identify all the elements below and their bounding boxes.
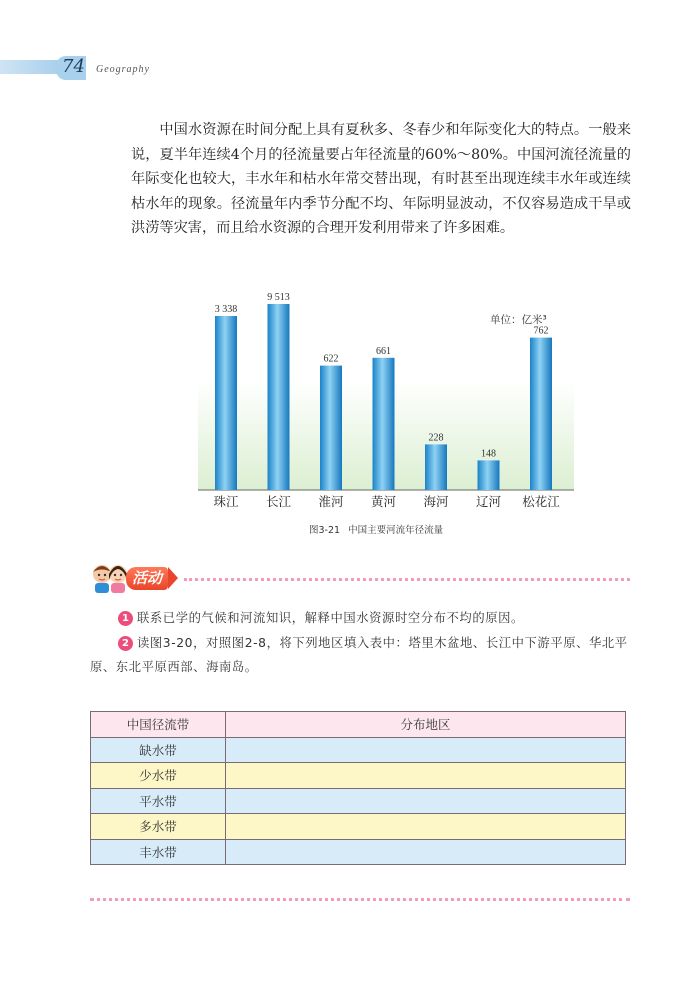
x-tick-label: 珠江: [213, 494, 239, 509]
runoff-belt-table: [90, 711, 626, 865]
bar-海河: [425, 444, 447, 490]
bar-value-label: 622: [323, 353, 339, 365]
bar-value-label: 228: [428, 432, 444, 444]
figure-number: 图3-21: [309, 525, 341, 536]
task-2: [90, 631, 635, 679]
task-1-text: 联系已学的气候和河流知识，解释中国水资源时空分布不均的原因。: [137, 611, 524, 625]
table-row: [91, 814, 626, 840]
bar-value-label: 3 338: [214, 304, 238, 315]
running-title: Geography: [96, 64, 150, 75]
task-1-number-badge: 1: [118, 611, 133, 626]
x-tick-label: 长江: [265, 494, 292, 509]
x-tick-label: 黄河: [370, 494, 397, 509]
bar-value-label: 9 513: [267, 292, 290, 303]
figure-title: 中国主要河流年径流量: [348, 525, 444, 536]
area-cell[interactable]: [226, 814, 626, 840]
table-row: [91, 763, 626, 789]
x-tick-label: 辽河: [475, 494, 502, 509]
bar-黄河: [373, 358, 395, 490]
bar-value-label: 148: [481, 448, 496, 460]
bar-长江: [268, 304, 290, 490]
x-tick-label: 松花江: [522, 494, 560, 509]
unit-label: 单位：亿米³: [490, 314, 547, 326]
activity-tag: 活动: [126, 567, 168, 590]
bar-辽河: [478, 460, 500, 490]
table-header-row: [91, 712, 626, 738]
runoff-chart-svg: [190, 290, 590, 520]
task-2-number-badge: 2: [118, 636, 133, 651]
x-tick-label: 海河: [423, 494, 449, 509]
area-cell[interactable]: [226, 737, 626, 763]
bar-value-label: 762: [533, 325, 549, 337]
task-1: [118, 606, 638, 630]
bar-松花江: [530, 338, 552, 490]
table-row: [91, 788, 626, 814]
belt-cell: 缺水带: [91, 737, 226, 763]
table-header-belt: 中国径流带: [91, 712, 226, 738]
area-cell[interactable]: [226, 839, 626, 865]
area-cell[interactable]: [226, 788, 626, 814]
bar-淮河: [320, 366, 342, 490]
belt-cell: 多水带: [91, 814, 226, 840]
area-cell[interactable]: [226, 763, 626, 789]
figure-caption: [309, 522, 443, 536]
body-paragraph: 中国水资源在时间分配上具有夏秋多、冬春少和年际变化大的特点。一般来说，夏半年连续4个月的径流量要占年径流量的60%～80%。中国河流径流量的年际变化也较大，丰水年和枯水年常交替出现，有时甚至出现连续丰水年或连续枯水年的现象。径流量年内季节分配不均、年际明显波动，不仅容易造成干旱或洪涝等灾害，而且给水资源的合理开发利用带来了许多困难。: [131, 122, 631, 237]
kids-icon: [90, 560, 130, 598]
table-row: [91, 839, 626, 865]
table-row: [91, 737, 626, 763]
header-band: [0, 60, 58, 74]
belt-cell: 丰水带: [91, 839, 226, 865]
divider-dotted-bottom: [90, 898, 630, 901]
x-tick-label: 淮河: [318, 494, 344, 509]
table-header-area: 分布地区: [226, 712, 626, 738]
task-2-text: 读图3-20，对照图2-8，将下列地区填入表中：塔里木盆地、长江中下游平原、华北平原、东北平原西部、海南岛。: [90, 636, 628, 674]
belt-cell: 少水带: [91, 763, 226, 789]
divider-dotted-top: [184, 578, 630, 581]
runoff-chart: [190, 290, 590, 520]
bar-珠江: [215, 316, 237, 490]
bar-value-label: 661: [376, 345, 391, 357]
belt-cell: 平水带: [91, 788, 226, 814]
page-number: 74: [62, 56, 85, 77]
